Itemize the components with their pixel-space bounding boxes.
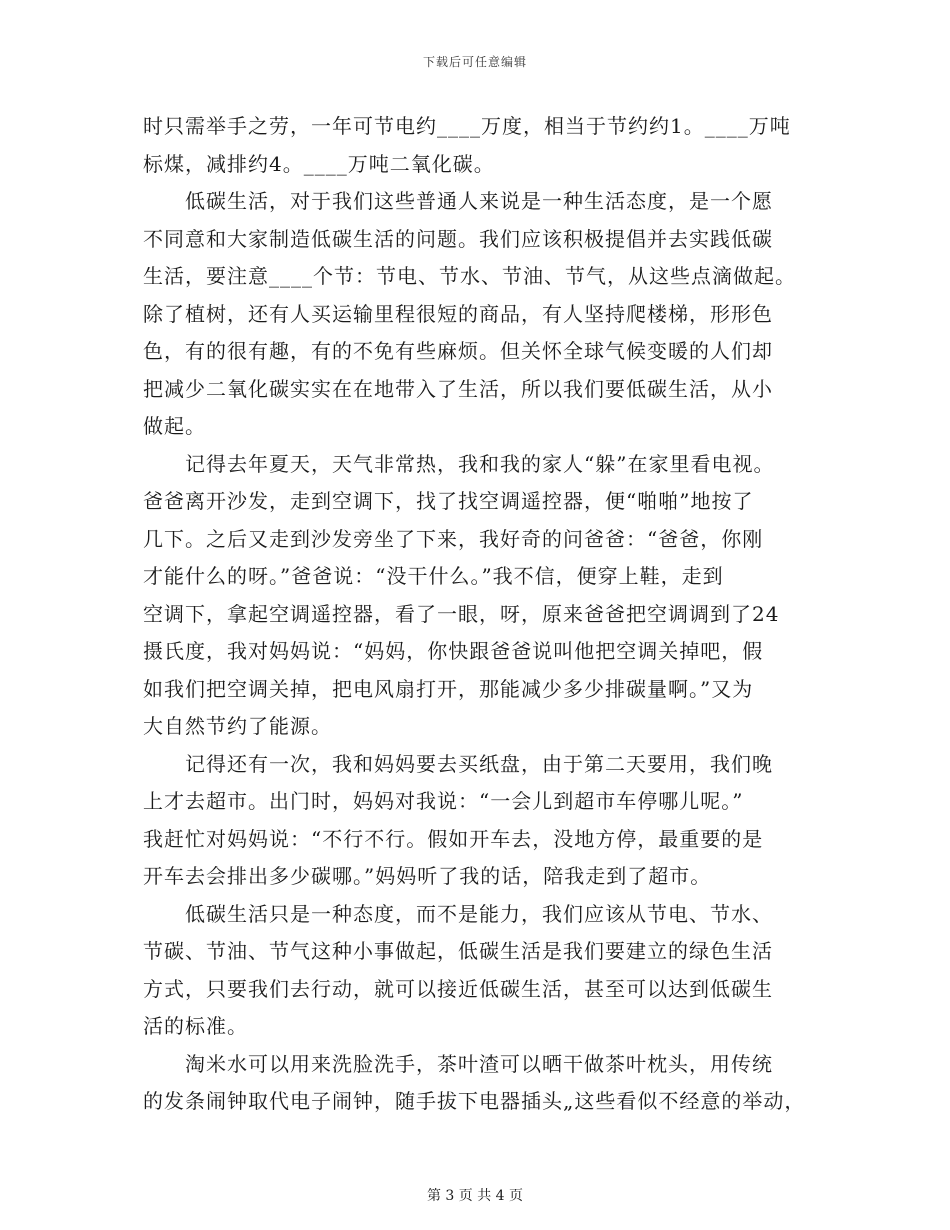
text-line: 活的标准。 — [143, 1014, 248, 1038]
text-line: 除了植树，还有人买运输里程很短的商品，有人坚持爬楼梯，形形色 — [143, 301, 773, 326]
text-line: 几下。之后又走到沙发旁坐了下来，我好奇的问爸爸：“爸爸，你刚 — [143, 526, 764, 551]
text-line: 我赶忙对妈妈说：“不行不行。假如开车去，没地方停，最重要的是 — [143, 826, 764, 851]
text-line: 淘米水可以用来洗脸洗手，茶叶渣可以晒干做茶叶枕头，用传统 — [185, 1051, 773, 1076]
text-line: 的发条闹钟取代电子闹钟，随手拔下电器插头„这些看似不经意的举动， — [143, 1089, 806, 1113]
text-line: 记得去年夏天，天气非常热，我和我的家人“躲”在家里看电视。 — [185, 451, 775, 476]
text-line: 时只需举手之劳，一年可节电约____万度，相当于节约约1。____万吨 — [143, 114, 791, 138]
text-line: 生活，要注意____个节：节电、节水、节油、节气，从这些点滴做起。 — [143, 264, 796, 288]
text-line: 摄氏度，我对妈妈说：“妈妈，你快跟爸爸说叫他把空调关掉吧，假 — [143, 639, 764, 663]
text-line: 做起。 — [143, 414, 206, 438]
text-line: 色，有的很有趣，有的不免有些麻烦。但关怀全球气候变暖的人们却 — [143, 339, 773, 363]
text-line: 方式，只要我们去行动，就可以接近低碳生活，甚至可以达到低碳生 — [143, 976, 773, 1001]
text-line: 才能什么的呀。”爸爸说：“没干什么。”我不信，便穿上鞋，走到 — [143, 564, 724, 588]
page-number: 第 3 页 共 4 页 — [426, 1188, 524, 1204]
text-line: 把减少二氧化碳实实在在地带入了生活，所以我们要低碳生活，从小 — [143, 376, 773, 401]
text-line: 记得还有一次，我和妈妈要去买纸盘，由于第二天要用，我们晚 — [185, 751, 773, 776]
text-line: 爸爸离开沙发，走到空调下，找了找空调遥控器，便“啪啪”地按了 — [143, 489, 754, 513]
text-line: 大自然节约了能源。 — [143, 714, 332, 738]
page-header-note: 下载后可任意编辑 — [422, 55, 527, 69]
text-line: 开车去会排出多少碳哪。”妈妈听了我的话，陪我走到了超市。 — [143, 864, 712, 888]
text-line: 空调下，拿起空调遥控器，看了一眼，呀，原来爸爸把空调调到了24 — [143, 601, 780, 626]
text-line: 不同意和大家制造低碳生活的问题。我们应该积极提倡并去实践低碳 — [143, 226, 773, 251]
text-line: 低碳生活只是一种态度，而不是能力，我们应该从节电、节水、 — [185, 901, 773, 926]
text-line: 如我们把空调关掉，把电风扇打开，那能减少多少排碳量啊。”又为 — [143, 676, 754, 701]
text-line: 节碳、节油、节气这种小事做起，低碳生活是我们要建立的绿色生活 — [143, 939, 773, 963]
text-line: 低碳生活，对于我们这些普通人来说是一种生活态度，是一个愿 — [185, 189, 773, 213]
body-text — [143, 108, 811, 1121]
text-line: 标煤，减排约4。____万吨二氧化碳。 — [143, 151, 495, 176]
text-line: 上才去超市。出门时，妈妈对我说：“一会儿到超市车停哪儿呢。” — [143, 789, 744, 813]
